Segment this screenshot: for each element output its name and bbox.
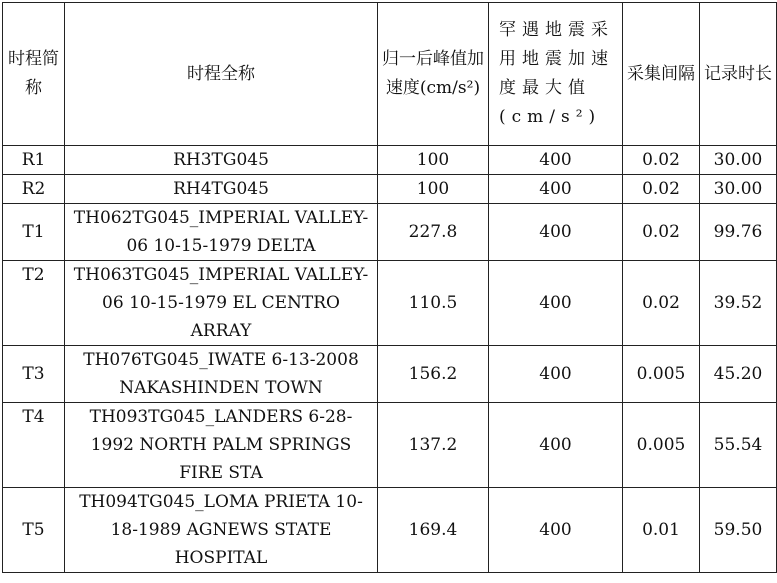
time-history-table: [2, 2, 777, 573]
cell-pga: 156.2: [378, 346, 489, 403]
cell-rare: 400: [489, 261, 623, 346]
header-pga: 归一后峰值加速度(cm/s²): [378, 3, 489, 146]
cell-rare: 400: [489, 346, 623, 403]
cell-short: T4: [3, 403, 65, 488]
cell-pga: 100: [378, 146, 489, 175]
cell-rare: 400: [489, 175, 623, 204]
header-interval: 采集间隔: [623, 3, 700, 146]
cell-full: TH094TG045_LOMA PRIETA 10-18-1989 AGNEWS STATE HOSPITAL: [65, 488, 378, 573]
cell-pga: 110.5: [378, 261, 489, 346]
cell-interval: 0.01: [623, 488, 700, 573]
cell-pga: 137.2: [378, 403, 489, 488]
cell-duration: 99.76: [700, 204, 777, 261]
table-row: [3, 204, 777, 261]
cell-duration: 55.54: [700, 403, 777, 488]
cell-short: T1: [3, 204, 65, 261]
cell-short: T3: [3, 346, 65, 403]
cell-pga: 227.8: [378, 204, 489, 261]
cell-rare: 400: [489, 204, 623, 261]
cell-short: T5: [3, 488, 65, 573]
cell-duration: 30.00: [700, 175, 777, 204]
cell-interval: 0.02: [623, 175, 700, 204]
cell-rare: 400: [489, 403, 623, 488]
cell-pga: 100: [378, 175, 489, 204]
cell-interval: 0.005: [623, 403, 700, 488]
header-rare-max: 罕遇地震采用地震加速度最大值(cm/s²): [489, 3, 623, 146]
cell-full: TH076TG045_IWATE 6-13-2008 NAKASHINDEN TOWN: [65, 346, 378, 403]
cell-interval: 0.02: [623, 204, 700, 261]
table-row: [3, 261, 777, 346]
header-duration: 记录时长: [700, 3, 777, 146]
header-full-name: 时程全称: [65, 3, 378, 146]
cell-full: RH3TG045: [65, 146, 378, 175]
table-header-row: [3, 3, 777, 146]
header-short-name: 时程简称: [3, 3, 65, 146]
cell-pga: 169.4: [378, 488, 489, 573]
cell-duration: 39.52: [700, 261, 777, 346]
cell-duration: 59.50: [700, 488, 777, 573]
cell-short: T2: [3, 261, 65, 346]
cell-full: TH062TG045_IMPERIAL VALLEY-06 10-15-1979 DELTA: [65, 204, 378, 261]
table-row: [3, 146, 777, 175]
cell-interval: 0.005: [623, 346, 700, 403]
cell-full: TH093TG045_LANDERS 6-28-1992 NORTH PALM SPRINGS FIRE STA: [65, 403, 378, 488]
table-row: [3, 403, 777, 488]
cell-duration: 45.20: [700, 346, 777, 403]
cell-rare: 400: [489, 488, 623, 573]
cell-short: R1: [3, 146, 65, 175]
cell-short: R2: [3, 175, 65, 204]
table-row: [3, 346, 777, 403]
cell-full: RH4TG045: [65, 175, 378, 204]
cell-duration: 30.00: [700, 146, 777, 175]
cell-interval: 0.02: [623, 146, 700, 175]
table-row: [3, 488, 777, 573]
cell-rare: 400: [489, 146, 623, 175]
cell-interval: 0.02: [623, 261, 700, 346]
table-row: [3, 175, 777, 204]
cell-full: TH063TG045_IMPERIAL VALLEY-06 10-15-1979 EL CENTRO ARRAY: [65, 261, 378, 346]
